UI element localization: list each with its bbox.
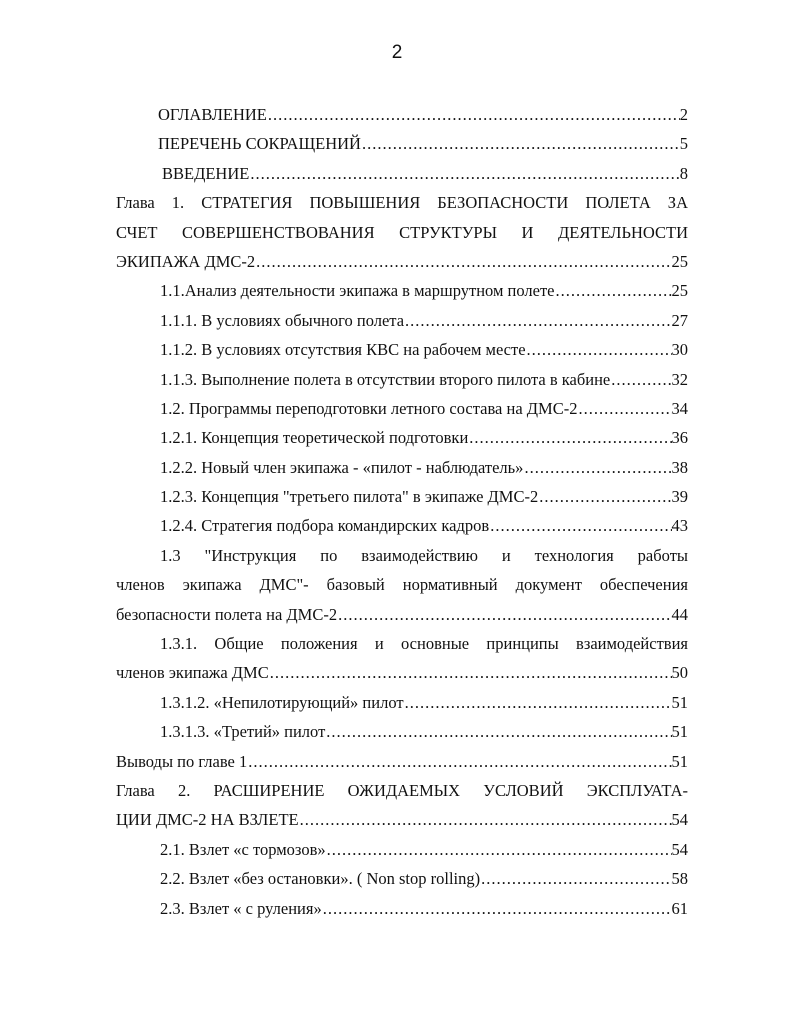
toc-entry-page: 51 [671, 751, 688, 771]
toc-entry-page: 27 [671, 310, 688, 330]
toc-entry-page: 43 [671, 516, 688, 536]
toc-leader-dots [523, 453, 671, 482]
toc-leader-dots [468, 423, 671, 452]
toc-entry-title: 1.2.4. Стратегия подбора командирских кадров [160, 516, 490, 536]
toc-entry-title: 1.1.Анализ деятельности экипажа в маршрутном полете [160, 281, 555, 301]
toc-entry-page: 58 [671, 869, 688, 889]
toc-entry-1-3-line-1: 1.3 "Инструкция по взаимодействию и технология работы [160, 545, 688, 565]
toc-entry-title: безопасности полета на ДМС-2 [116, 604, 338, 624]
toc-leader-dots [325, 717, 671, 746]
toc-entry-page: 61 [671, 898, 688, 918]
toc-entry-page: 38 [671, 457, 688, 477]
toc-entry-page: 39 [671, 487, 688, 507]
toc-entry-title: ПЕРЕЧЕНЬ СОКРАЩЕНИЙ [158, 134, 361, 154]
toc-leader-dots [247, 747, 671, 776]
toc-leader-dots [538, 482, 671, 511]
toc-entry-oglavlenie [116, 100, 688, 129]
toc-entry-page: 25 [671, 251, 688, 271]
toc-entry-title: 2.1. Взлет «с тормозов» [160, 839, 326, 859]
toc-entry-1-2-1 [116, 423, 688, 452]
toc-leader-dots [269, 658, 672, 687]
toc-entry-page: 5 [679, 134, 688, 154]
toc-entry-1-2-4 [116, 511, 688, 540]
toc-leader-dots [577, 394, 671, 423]
toc-entry-page: 32 [671, 369, 688, 389]
toc-entry-title: 2.2. Взлет «без остановки». ( Non stop rolling) [160, 869, 481, 889]
toc-entry-page: 25 [671, 281, 688, 301]
toc-entry-perechen-sokrashchenii [116, 129, 688, 158]
toc-chapter-2-line-2 [116, 805, 688, 834]
toc-entry-page: 50 [671, 663, 688, 683]
toc-entry-title: 1.3.1.2. «Непилотирующий» пилот [160, 692, 404, 712]
toc-entry-title: 1.3.1.3. «Третий» пилот [160, 722, 326, 742]
toc-entry-page: 36 [671, 428, 688, 448]
toc-leader-dots [249, 159, 679, 188]
toc-chapter-2-line-1: Глава 2. РАСШИРЕНИЕ ОЖИДАЕМЫХ УСЛОВИЙ ЭКСПЛУАТА- [116, 780, 688, 800]
toc-leader-dots [404, 688, 672, 717]
toc-entry-title: 1.2. Программы переподготовки летного состава на ДМС-2 [160, 398, 578, 418]
toc-leader-dots [267, 100, 680, 129]
toc-leader-dots [326, 835, 672, 864]
page-number: 2 [391, 42, 403, 63]
toc-entry-1-3-line-3 [116, 600, 688, 629]
toc-entry-1-1-1 [116, 306, 688, 335]
toc-entry-title: 1.2.1. Концепция теоретической подготовки [160, 428, 469, 448]
toc-entry-title: 1.1.1. В условиях обычного полета [160, 310, 405, 330]
toc-entry-1-1 [116, 276, 688, 305]
toc-leader-dots [526, 335, 672, 364]
toc-entry-page: 34 [671, 398, 688, 418]
toc-leader-dots [610, 365, 671, 394]
toc-entry-title: ЭКИПАЖА ДМС-2 [116, 251, 256, 271]
table-of-contents [116, 100, 688, 923]
toc-entry-1-3-1-line-2 [116, 658, 688, 687]
toc-entry-1-3-1-line-1: 1.3.1. Общие положения и основные принципы взаимодействия [160, 634, 688, 654]
toc-entry-title: 1.2.3. Концепция "третьего пилота" в экипаже ДМС-2 [160, 487, 539, 507]
toc-entry-2-3 [116, 894, 688, 923]
toc-entry-page: 8 [679, 163, 688, 183]
toc-entry-page: 54 [671, 810, 688, 830]
toc-leader-dots [337, 600, 671, 629]
toc-chapter-1-line-1: Глава 1. СТРАТЕГИЯ ПОВЫШЕНИЯ БЕЗОПАСНОСТИ ПОЛЕТА ЗА [116, 193, 688, 213]
toc-entry-title: ЦИИ ДМС-2 НА ВЗЛЕТЕ [116, 810, 299, 830]
toc-entry-page: 51 [671, 692, 688, 712]
toc-leader-dots [299, 805, 672, 834]
toc-entry-title: членов экипажа ДМС [116, 663, 269, 683]
toc-chapter-1-line-2: СЧЕТ СОВЕРШЕНСТВОВАНИЯ СТРУКТУРЫ И ДЕЯТЕЛЬНОСТИ [116, 222, 688, 242]
toc-entry-2-1 [116, 835, 688, 864]
toc-entry-vyvody-glava-1 [116, 747, 688, 776]
toc-entry-title: 1.1.2. В условиях отсутствия КВС на рабочем месте [160, 340, 526, 360]
toc-entry-2-2 [116, 864, 688, 893]
toc-leader-dots [361, 129, 680, 158]
toc-leader-dots [404, 306, 671, 335]
toc-entry-1-1-2 [116, 335, 688, 364]
toc-entry-title: ОГЛАВЛЕНИЕ [158, 105, 267, 124]
toc-entry-1-3-1-2 [116, 688, 688, 717]
toc-entry-title: 1.2.2. Новый член экипажа - «пилот - наблюдатель» [160, 457, 524, 477]
toc-leader-dots [255, 247, 671, 276]
toc-entry-page: 2 [679, 105, 688, 124]
toc-entry-page: 30 [671, 340, 688, 360]
toc-chapter-1-line-3 [116, 247, 688, 276]
toc-entry-1-2-3 [116, 482, 688, 511]
toc-entry-vvedenie [116, 159, 688, 188]
toc-entry-1-2-2 [116, 453, 688, 482]
toc-entry-1-2 [116, 394, 688, 423]
toc-entry-1-3-1-3 [116, 717, 688, 746]
toc-leader-dots [555, 276, 672, 305]
toc-entry-title: 1.1.3. Выполнение полета в отсутствии второго пилота в кабине [160, 369, 611, 389]
toc-leader-dots [480, 864, 671, 893]
toc-entry-page: 51 [671, 722, 688, 742]
toc-entry-page: 44 [671, 604, 688, 624]
toc-entry-1-1-3 [116, 365, 688, 394]
toc-entry-title: 2.3. Взлет « с руления» [160, 898, 322, 918]
toc-entry-page: 54 [671, 839, 688, 859]
toc-leader-dots [322, 894, 672, 923]
toc-entry-title: ВВЕДЕНИЕ [162, 163, 250, 183]
toc-entry-title: Выводы по главе 1 [116, 751, 248, 771]
toc-leader-dots [489, 511, 671, 540]
toc-entry-1-3-line-2: членов экипажа ДМС"- базовый нормативный документ обеспечения [116, 575, 688, 595]
